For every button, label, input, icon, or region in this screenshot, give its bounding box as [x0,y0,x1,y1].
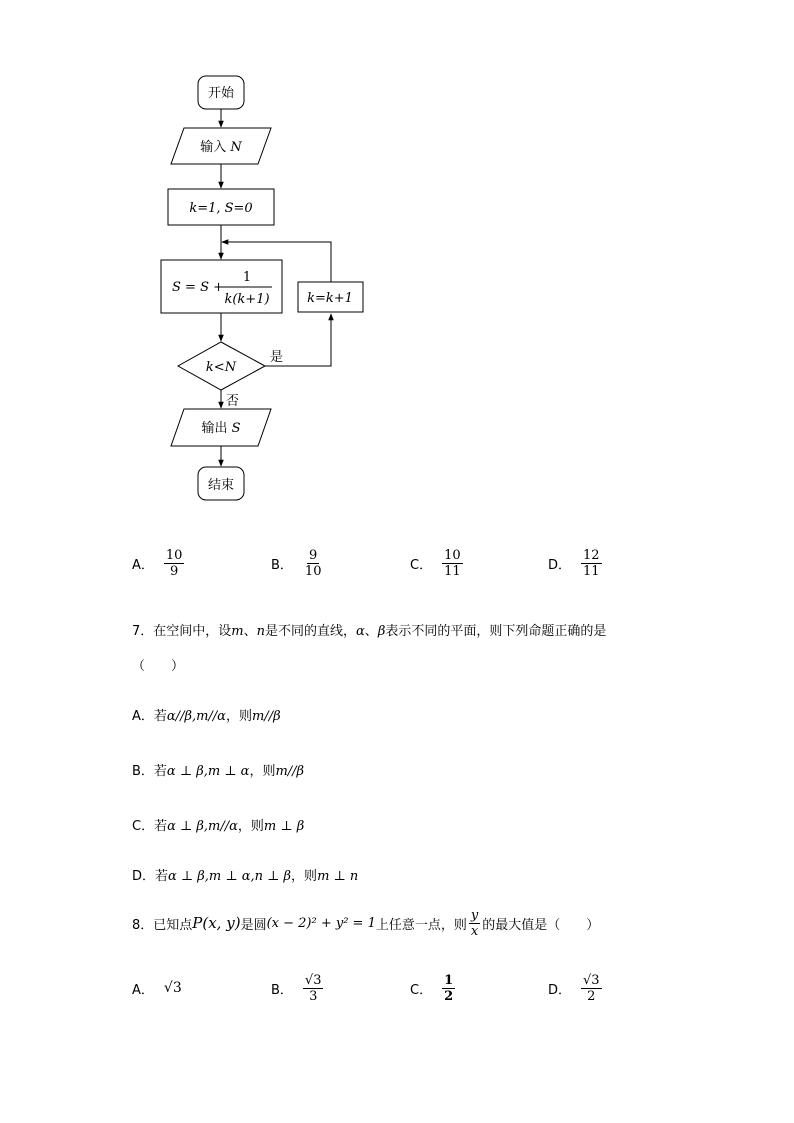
no-label: 否 [226,394,240,409]
fraction: $\frac{√3}{3}$ [304,972,322,1004]
q8-option-d[interactable]: D． $\frac{√3}{2}$ [548,972,600,1004]
q8-option-a[interactable]: A． √3 [132,980,182,998]
q6-option-a[interactable]: A． $\frac{10}{9}$ [132,547,183,579]
process-num: 1 [242,270,252,285]
input-text: 输入 N [200,140,242,155]
q6-option-b[interactable]: B． $\frac{9}{10}$ [271,547,322,579]
fraction: $\frac{√3}{2}$ [583,972,600,1004]
q7-option-d[interactable]: D．若α ⊥ β,m ⊥ α,n ⊥ β，则m ⊥ n [132,869,359,884]
q7-answer-paren: （ ） [132,659,185,674]
q7-option-b[interactable]: B．若α ⊥ β,m ⊥ α，则m//β [132,764,305,779]
output-text: 输出 S [201,421,241,436]
start-label: 开始 [207,86,235,101]
q8-option-b[interactable]: B． $\frac{√3}{3}$ [271,972,322,1004]
q7-option-a[interactable]: A．若α//β,m//α，则m//β [132,709,281,724]
init-text: k=1, S=0 [189,201,253,216]
fraction: $\frac{9}{10}$ [304,547,322,579]
end-label: 结束 [207,478,235,493]
fraction: $\frac{12}{11}$ [583,547,600,579]
q6-option-c[interactable]: C． $\frac{10}{11}$ [410,547,461,579]
fraction: $\frac{10}{11}$ [444,547,461,579]
flowchart [0,0,794,520]
q7-stem: 7．在空间中，设m、n是不同的直线，α、β表示不同的平面，则下列命题正确的是 [132,624,607,639]
q6-options [0,543,794,583]
fraction: $\frac{1}{2}$ [444,972,454,1004]
q6-option-d[interactable]: D． $\frac{12}{11}$ [548,547,600,579]
q7-option-c[interactable]: C．若α ⊥ β,m//α，则m ⊥ β [132,819,305,834]
fraction: $\frac{10}{9}$ [165,547,183,579]
process-lhs: S = S + [172,280,224,295]
q8-options [0,968,794,1008]
yes-label: 是 [270,350,284,365]
fraction: $\frac{y}{x}$ [470,907,479,939]
decision-text: k<N [205,360,237,375]
q8-option-c[interactable]: C． $\frac{1}{2}$ [410,972,454,1004]
increment-text: k=k+1 [307,291,353,306]
process-den: k(k+1) [224,292,270,307]
q8-stem: 8．已知点 P(x, y) 是圆 (x − 2)² + y² = 1 上任意一点，则 $\frac{y}{x}$ 的最大值是（ ） [132,907,600,939]
